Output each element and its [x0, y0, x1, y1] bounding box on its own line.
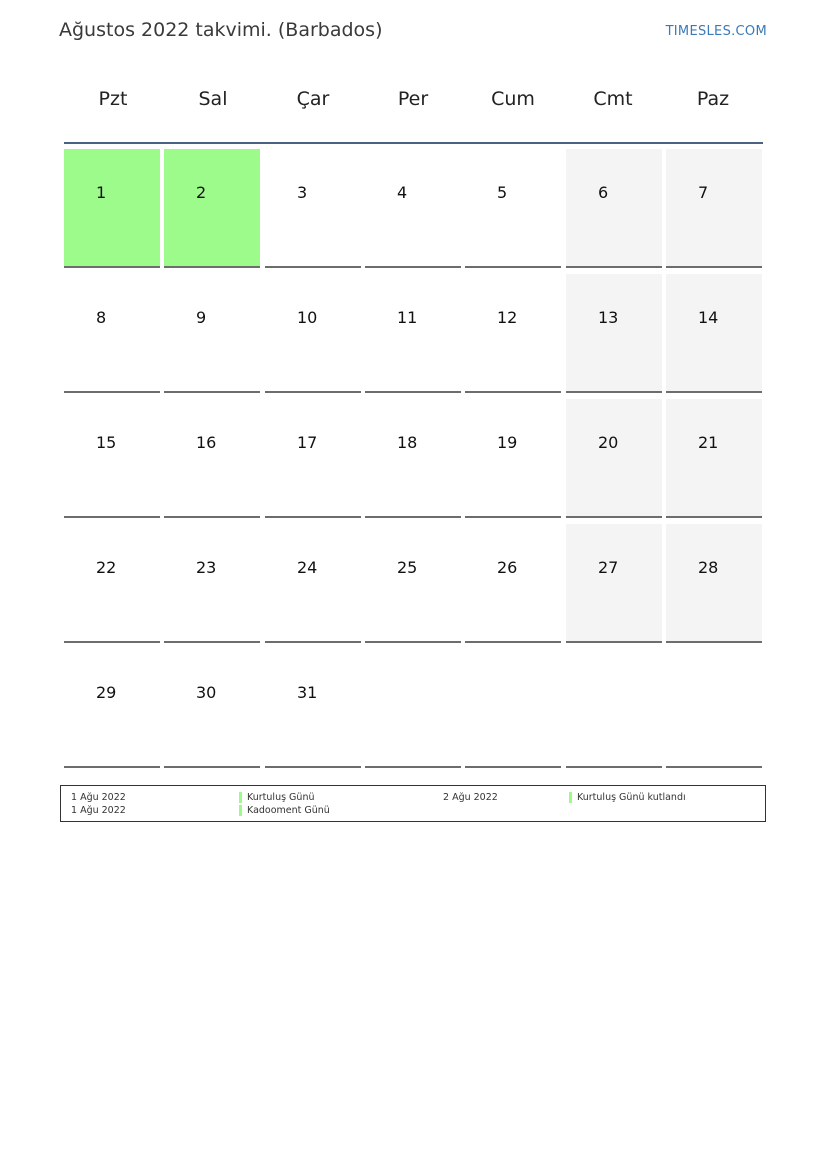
day-number: 23 [196, 558, 217, 577]
day-number: 1 [96, 183, 107, 202]
day-number: 9 [196, 308, 207, 327]
calendar-day-cell [164, 399, 260, 518]
calendar-day-cell [64, 399, 160, 518]
legend-color-marker [569, 792, 572, 803]
calendar-day-cell [465, 524, 561, 643]
calendar-empty-cell [465, 649, 561, 768]
brand-link[interactable]: TIMESLES.COM [665, 24, 767, 39]
day-number: 11 [397, 308, 418, 327]
calendar-day-cell [566, 274, 662, 393]
day-number: 16 [196, 433, 217, 452]
calendar-day-cell [465, 399, 561, 518]
calendar-empty-cell [365, 649, 461, 768]
weekday-saturday: Cmt [593, 88, 633, 110]
calendar-day-cell [164, 649, 260, 768]
calendar-day-cell [164, 149, 260, 268]
legend-holiday-name: Kurtuluş Günü [247, 792, 315, 803]
day-number: 5 [497, 183, 508, 202]
day-number: 22 [96, 558, 117, 577]
day-number: 2 [196, 183, 207, 202]
weekday-wednesday: Çar [296, 88, 330, 110]
day-number: 21 [698, 433, 719, 452]
calendar-day-cell [365, 149, 461, 268]
day-number: 6 [598, 183, 609, 202]
calendar-day-cell [64, 524, 160, 643]
calendar-day-cell [566, 149, 662, 268]
legend-date: 2 Ağu 2022 [443, 792, 498, 803]
legend-color-marker [239, 792, 242, 803]
day-number: 14 [698, 308, 719, 327]
day-number: 29 [96, 683, 117, 702]
calendar-empty-cell [566, 649, 662, 768]
day-number: 8 [96, 308, 107, 327]
day-number: 30 [196, 683, 217, 702]
weekday-divider [64, 142, 763, 144]
calendar-day-cell [265, 649, 361, 768]
day-number: 15 [96, 433, 117, 452]
calendar-day-cell [64, 649, 160, 768]
day-number: 18 [397, 433, 418, 452]
calendar-day-cell [666, 149, 762, 268]
calendar-day-cell [566, 524, 662, 643]
calendar-day-cell [365, 274, 461, 393]
day-number: 20 [598, 433, 619, 452]
calendar-day-cell [666, 399, 762, 518]
day-number: 24 [297, 558, 318, 577]
day-number: 26 [497, 558, 518, 577]
legend-holiday-name: Kadooment Günü [247, 805, 330, 816]
weekday-sunday: Paz [696, 88, 730, 110]
day-number: 31 [297, 683, 318, 702]
legend-color-marker [239, 805, 242, 816]
calendar-day-cell [64, 149, 160, 268]
legend-date: 1 Ağu 2022 [71, 792, 126, 803]
weekday-friday: Cum [491, 88, 535, 110]
calendar-day-cell [265, 524, 361, 643]
day-number: 17 [297, 433, 318, 452]
calendar-day-cell [365, 399, 461, 518]
day-number: 4 [397, 183, 408, 202]
day-number: 19 [497, 433, 518, 452]
calendar-day-cell [164, 524, 260, 643]
day-number: 12 [497, 308, 518, 327]
day-number: 7 [698, 183, 709, 202]
weekday-tuesday: Sal [198, 88, 228, 110]
day-number: 27 [598, 558, 619, 577]
calendar-day-cell [666, 524, 762, 643]
day-number: 28 [698, 558, 719, 577]
page-title: Ağustos 2022 takvimi. (Barbados) [59, 19, 383, 41]
day-number: 10 [297, 308, 318, 327]
calendar-day-cell [465, 274, 561, 393]
holiday-legend [60, 785, 766, 822]
calendar-day-cell [64, 274, 160, 393]
calendar-day-cell [265, 274, 361, 393]
calendar-day-cell [164, 274, 260, 393]
calendar-day-cell [566, 399, 662, 518]
calendar-day-cell [365, 524, 461, 643]
calendar-day-cell [465, 149, 561, 268]
weekday-monday: Pzt [98, 88, 128, 110]
weekday-header [63, 88, 763, 110]
legend-date: 1 Ağu 2022 [71, 805, 126, 816]
calendar-empty-cell [666, 649, 762, 768]
day-number: 3 [297, 183, 308, 202]
calendar-day-cell [666, 274, 762, 393]
weekday-thursday: Per [397, 88, 429, 110]
calendar-day-cell [265, 399, 361, 518]
day-number: 13 [598, 308, 619, 327]
calendar-day-cell [265, 149, 361, 268]
day-number: 25 [397, 558, 418, 577]
legend-holiday-name: Kurtuluş Günü kutlandı [577, 792, 686, 803]
